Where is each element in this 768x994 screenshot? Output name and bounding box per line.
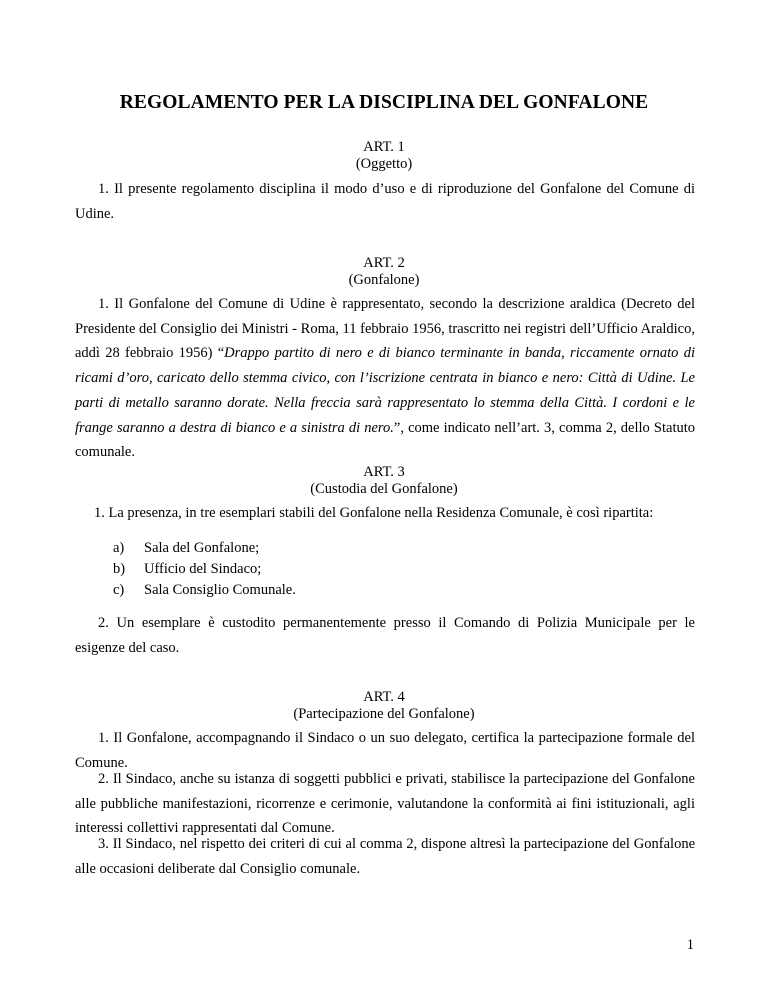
article-1-heading: (Oggetto) xyxy=(355,156,413,172)
article-1-header xyxy=(0,139,768,173)
article-4-paragraph-3: 3. Il Sindaco, nel rispetto dei criteri di cui al comma 2, dispone altresì la partecipazione del Gonfalone alle occasioni deliberate dal Consiglio comunale. xyxy=(75,836,695,877)
article-4-paragraph-1: 1. Il Gonfalone, accompagnando il Sindaco o un suo delegato, certifica la partecipazione formale del Comune. xyxy=(75,730,695,771)
article-3-paragraph-2: 2. Un esemplare è custodito permanentemente presso il Comando di Polizia Municipale per le esigenze del caso. xyxy=(75,615,695,656)
article-2-heading: (Gonfalone) xyxy=(348,272,420,288)
article-4-paragraph-2: 2. Il Sindaco, anche su istanza di soggetti pubblici e privati, stabilisce la partecipazione del Gonfalone alle pubbliche manifestazioni, ricorrenze e cerimonie, valutandone la conformità ai fini istituzionali, agli interessi collettivi rappresentati dal Comune. xyxy=(75,771,695,837)
article-2-label: ART. 2 xyxy=(363,255,405,271)
list-item: a) Sala del Gonfalone; xyxy=(113,540,260,556)
article-4-heading: (Partecipazione del Gonfalone) xyxy=(293,706,475,722)
article-3-heading: (Custodia del Gonfalone) xyxy=(310,481,458,497)
article-1-label: ART. 1 xyxy=(363,139,405,155)
article-3-label: ART. 3 xyxy=(363,464,405,480)
list-item: b) Ufficio del Sindaco; xyxy=(113,561,262,577)
page-number: 1 xyxy=(686,937,694,953)
heraldic-description: Drappo partito di nero e di bianco terminante in banda, riccamente ornato di ricami d’oro, caricato dello stemma civico, con l’iscrizione centrata in bianco e nero: Città di Udine. Le parti di metallo saranno dorate. Nella freccia sarà rappresentato lo stemma della Città. I cordoni e le frange saranno a destra di bianco e a sinistra di nero. xyxy=(75,345,695,436)
article-3-header xyxy=(0,464,768,498)
article-3-paragraph-1: 1. La presenza, in tre esemplari stabili del Gonfalone nella Residenza Comunale, è così ripartita: xyxy=(94,505,654,521)
article-2-header xyxy=(0,255,768,289)
document-title: REGOLAMENTO PER LA DISCIPLINA DEL GONFALONE xyxy=(119,92,649,113)
article-1-paragraph-1: 1. Il presente regolamento disciplina il modo d’uso e di riproduzione del Gonfalone del Comune di Udine. xyxy=(75,181,695,222)
article-4-header xyxy=(0,689,768,723)
list-item: c) Sala Consiglio Comunale. xyxy=(113,582,296,598)
article-3-list xyxy=(113,538,296,601)
article-4-label: ART. 4 xyxy=(363,689,405,705)
article-2-paragraph-1: 1. Il Gonfalone del Comune di Udine è rappresentato, secondo la descrizione araldica (Decreto del Presidente del Consiglio dei Ministri - Roma, 11 febbraio 1956, trascritto nei registri dell’Ufficio Araldico, addì 28 febbraio 1956) “Drappo partito di nero e di bianco terminante in banda, riccamente ornato di ricami d’oro, caricato dello stemma civico, con l’iscrizione centrata in bianco e nero: Città di Udine. Le parti di metallo saranno dorate. Nella freccia sarà rappresentato lo stemma della Città. I cordoni e le frange saranno a destra di bianco e a sinistra di nero.”, come indicato nell’art. 3, comma 2, dello Statuto comunale. xyxy=(75,296,695,461)
